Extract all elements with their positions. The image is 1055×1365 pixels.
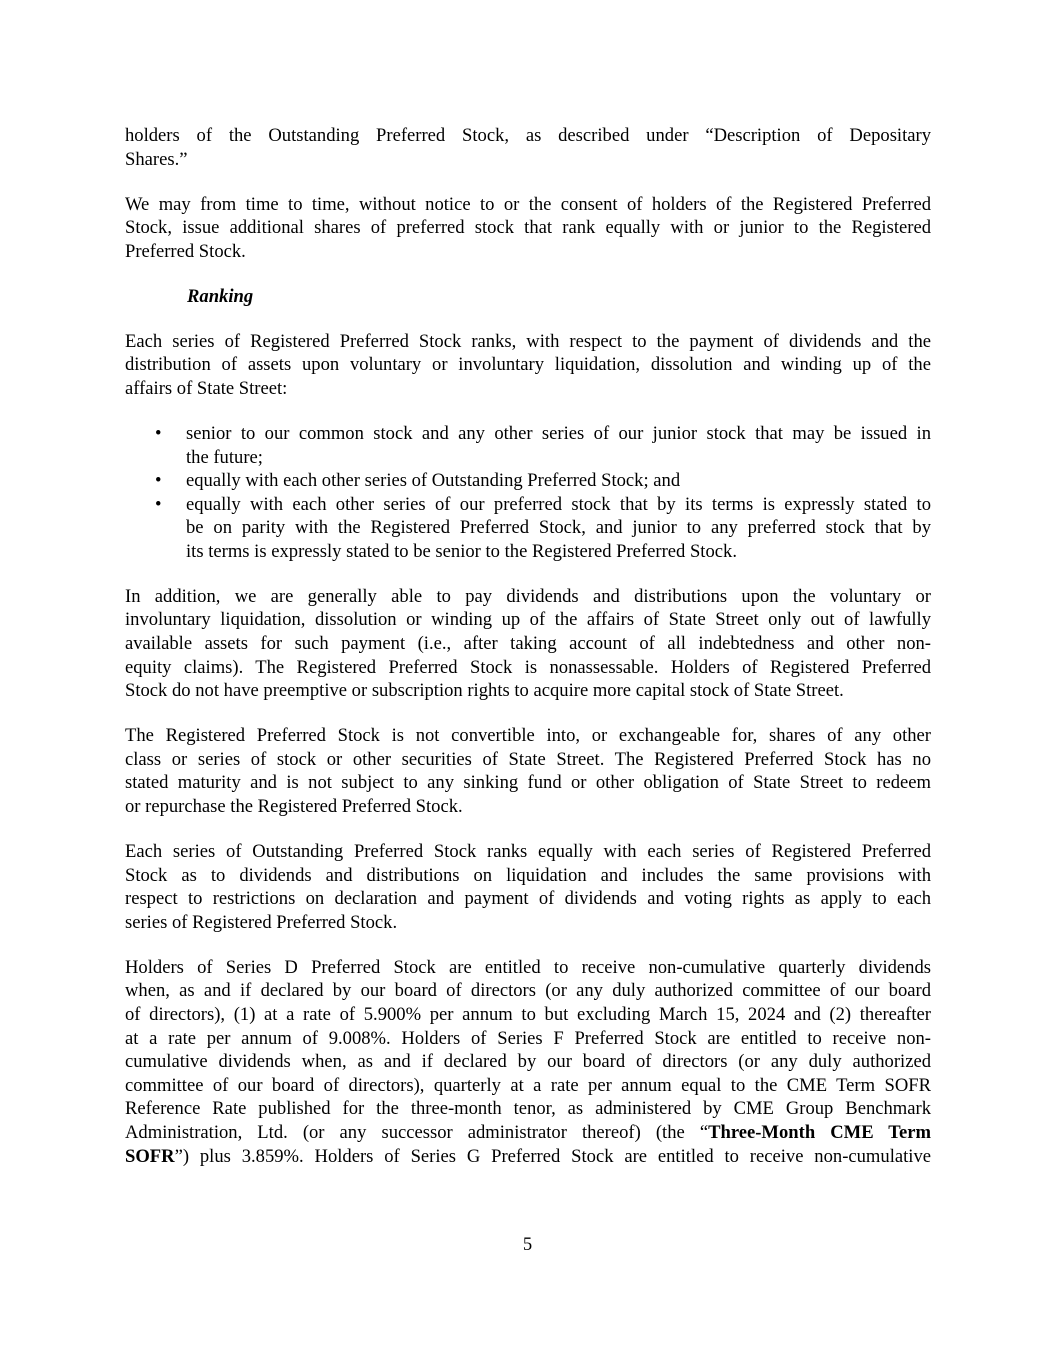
text-line: involuntary liquidation, dissolution or winding up of the affairs of State Street only out of lawfully: [125, 609, 931, 631]
text-line: [125, 1145, 931, 1169]
paragraph: [125, 956, 931, 1168]
text-line: Shares.”: [125, 148, 188, 170]
document-body: [125, 124, 931, 1189]
list-item: [125, 493, 931, 564]
text-line: The Registered Preferred Stock is not convertible into, or exchangeable for, shares of any other: [125, 725, 931, 747]
text-line: equity claims). The Registered Preferred Stock is nonassessable. Holders of Registered Preferred: [125, 656, 931, 678]
text-line: or repurchase the Registered Preferred Stock.: [125, 796, 463, 817]
text-line: series of Registered Preferred Stock.: [125, 911, 398, 933]
text-line: senior to our common stock and any other series of our junior stock that may be issued in: [186, 422, 931, 444]
paragraph: [125, 840, 931, 934]
text-line: Each series of Outstanding Preferred Stock ranks equally with each series of Registered Preferred: [125, 840, 931, 862]
text-line: Holders of Series D Preferred Stock are entitled to receive non-cumulative quarterly dividends: [125, 956, 931, 978]
bullet-icon: •: [155, 470, 162, 492]
text-line: class or series of stock or other securities of State Street. The Registered Preferred Stock has no: [125, 748, 931, 770]
paragraph: [125, 193, 931, 264]
text-line: Stock, issue additional shares of preferred stock that rank equally with or junior to the Registered: [125, 217, 931, 239]
page-number: 5: [522, 1234, 533, 1255]
text-line: affairs of State Street:: [125, 377, 288, 399]
bullet-icon: •: [155, 493, 162, 515]
text-line: Preferred Stock.: [125, 240, 246, 262]
bold-term: SOFR: [125, 1145, 175, 1167]
text-line: of directors), (1) at a rate of 5.900% per annum to but excluding March 15, 2024 and (2) thereafter: [125, 1003, 931, 1025]
paragraph: [125, 724, 931, 818]
text-line: Each series of Registered Preferred Stock ranks, with respect to the payment of dividends and the: [125, 330, 931, 352]
text-line: committee of our board of directors), quarterly at a rate per annum equal to the CME Term SOFR: [125, 1074, 931, 1096]
text-line: [125, 1121, 931, 1145]
text-line: holders of the Outstanding Preferred Stock, as described under “Description of Depositary: [125, 125, 931, 146]
paragraph: [125, 330, 931, 401]
bullet-list: [125, 422, 931, 564]
text-line: cumulative dividends when, as and if declared by our board of directors (or any duly authorized: [125, 1051, 931, 1073]
text-line: Stock do not have preemptive or subscription rights to acquire more capital stock of State Street.: [125, 680, 844, 702]
text-line: when, as and if declared by our board of directors (or any duly authorized committee of our board: [125, 980, 931, 1002]
bold-term: Three-Month CME Term: [708, 1121, 931, 1143]
text-line: at a rate per annum of 9.008%. Holders of Series F Preferred Stock are entitled to receive non-: [125, 1027, 931, 1049]
text-line: distribution of assets upon voluntary or involuntary liquidation, dissolution and winding up of the: [125, 354, 931, 376]
text-segment: ”) plus 3.859%. Holders of Series G Preferred Stock are entitled to receive non-cumulative: [174, 1145, 931, 1167]
text-line: Stock as to dividends and distributions on liquidation and includes the same provisions with: [125, 864, 931, 886]
text-line: equally with each other series of Outstanding Preferred Stock; and: [186, 470, 681, 492]
bullet-icon: •: [155, 422, 162, 444]
text-line: We may from time to time, without notice to or the consent of holders of the Registered Preferred: [125, 193, 931, 215]
list-item: [125, 469, 931, 493]
text-line: Reference Rate published for the three-month tenor, as administered by CME Group Benchmark: [125, 1098, 931, 1120]
text-line: respect to restrictions on declaration and payment of dividends and voting rights as apply to each: [125, 888, 931, 910]
text-line: the future;: [186, 446, 263, 468]
text-line: its terms is expressly stated to be senior to the Registered Preferred Stock.: [186, 540, 737, 562]
paragraph: [125, 124, 931, 171]
text-line: available assets for such payment (i.e., after taking account of all indebtedness and other non-: [125, 633, 931, 655]
list-item: [125, 422, 931, 469]
text-line: In addition, we are generally able to pay dividends and distributions upon the voluntary or: [125, 585, 931, 607]
text-line: stated maturity and is not subject to any sinking fund or other obligation of State Street to redeem: [125, 772, 931, 794]
paragraph: [125, 585, 931, 703]
text-segment: Administration, Ltd. (or any successor administrator thereof) (the “: [125, 1121, 709, 1143]
text-line: equally with each other series of our preferred stock that by its terms is expressly stated to: [186, 493, 931, 515]
section-heading: Ranking: [187, 285, 254, 307]
text-line: be on parity with the Registered Preferred Stock, and junior to any preferred stock that by: [186, 517, 931, 539]
